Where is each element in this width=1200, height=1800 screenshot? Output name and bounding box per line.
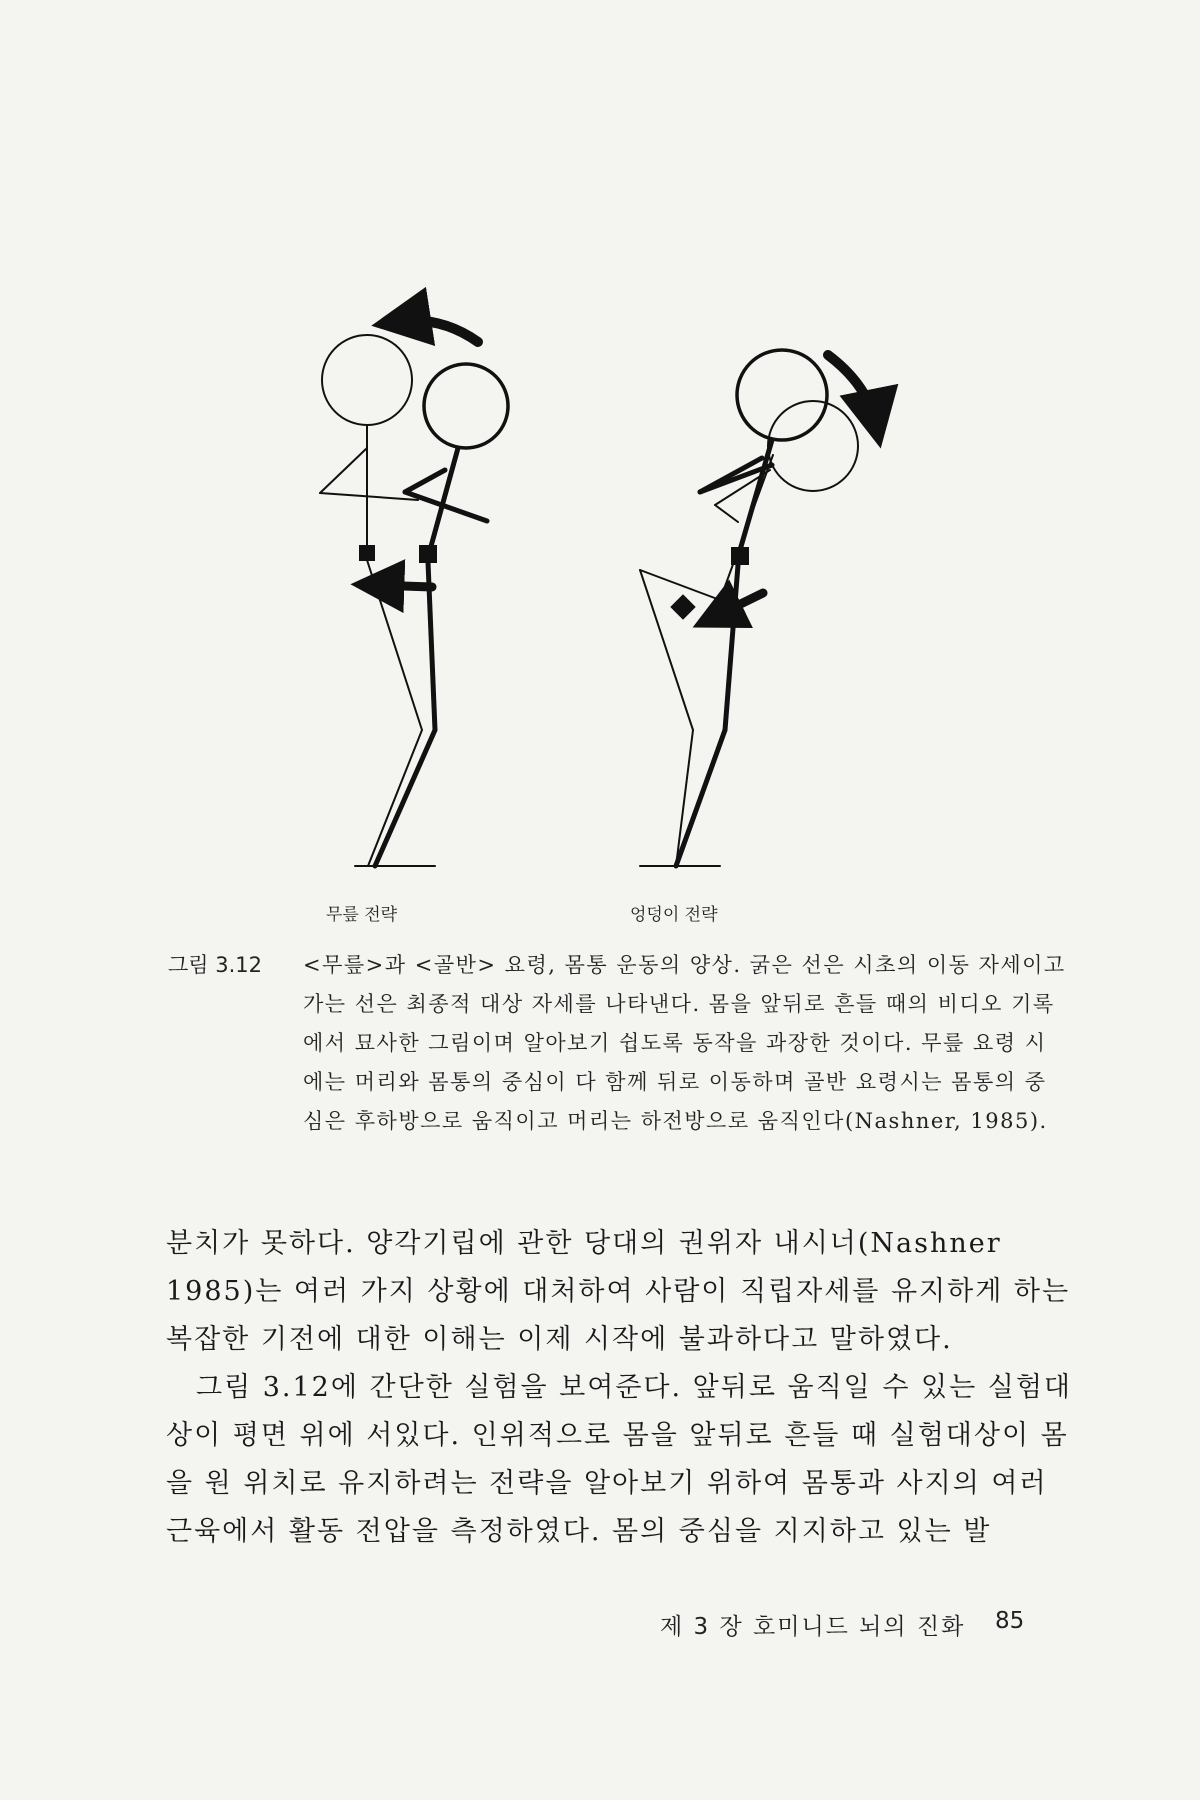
body-text	[166, 1220, 1076, 1556]
figure-number: 그림 3.12	[168, 953, 263, 977]
page-number: 85	[995, 1608, 1025, 1634]
figure-caption	[168, 946, 1068, 1141]
head-initial	[424, 364, 508, 448]
knee-strategy-drawing	[320, 321, 508, 866]
body-paragraph: 분치가 못하다. 양각기립에 관한 당대의 권위자 내시너(Nashner 1985)는 여러 가지 상황에 대처하여 사람이 직립자세를 유지하게 하는 복잡한 기전에 대한 이해는 이제 시작에 불과하다고 말하였다.	[166, 1228, 1071, 1355]
body-paragraph: 그림 3.12에 간단한 실험을 보여준다. 앞뒤로 움직일 수 있는 실험대상이 평면 위에 서있다. 인위적으로 몸을 앞뒤로 흔들 때 실험대상이 몸을 원 위치로 유지하려는 전략을 알아보기 위하여 몸통과 사지의 여러 근육에서 활동 전압을 측정하였다. 몸의 중심을 지지하고 있는 발	[166, 1372, 1072, 1547]
head-final	[322, 335, 412, 425]
hip-strategy-label: 엉덩이 전략	[630, 905, 718, 925]
hip-strategy-drawing	[640, 350, 876, 866]
head-final	[768, 401, 858, 491]
caption-text: <무릎>과 <골반> 요령, 몸통 운동의 양상. 굵은 선은 시초의 이동 자세이고 가는 선은 최종적 대상 자세를 나타낸다. 몸을 앞뒤로 흔들 때의 비디오 기록에서 묘사한 그림이며 알아보기 쉽도록 동작을 과장한 것이다. 무릎 요령 시에는 머리와 몸통의 중심이 다 함께 뒤로 이동하며 골반 요령시는 몸통의 중심은 후하방으로 움직이고 머리는 하전방으로 움직인다(Nashner, 1985).	[303, 953, 1066, 1133]
running-footer-chapter: 제 3 장 호미니드 뇌의 진화	[660, 1614, 966, 1640]
knee-strategy-label: 무릎 전략	[326, 905, 398, 925]
